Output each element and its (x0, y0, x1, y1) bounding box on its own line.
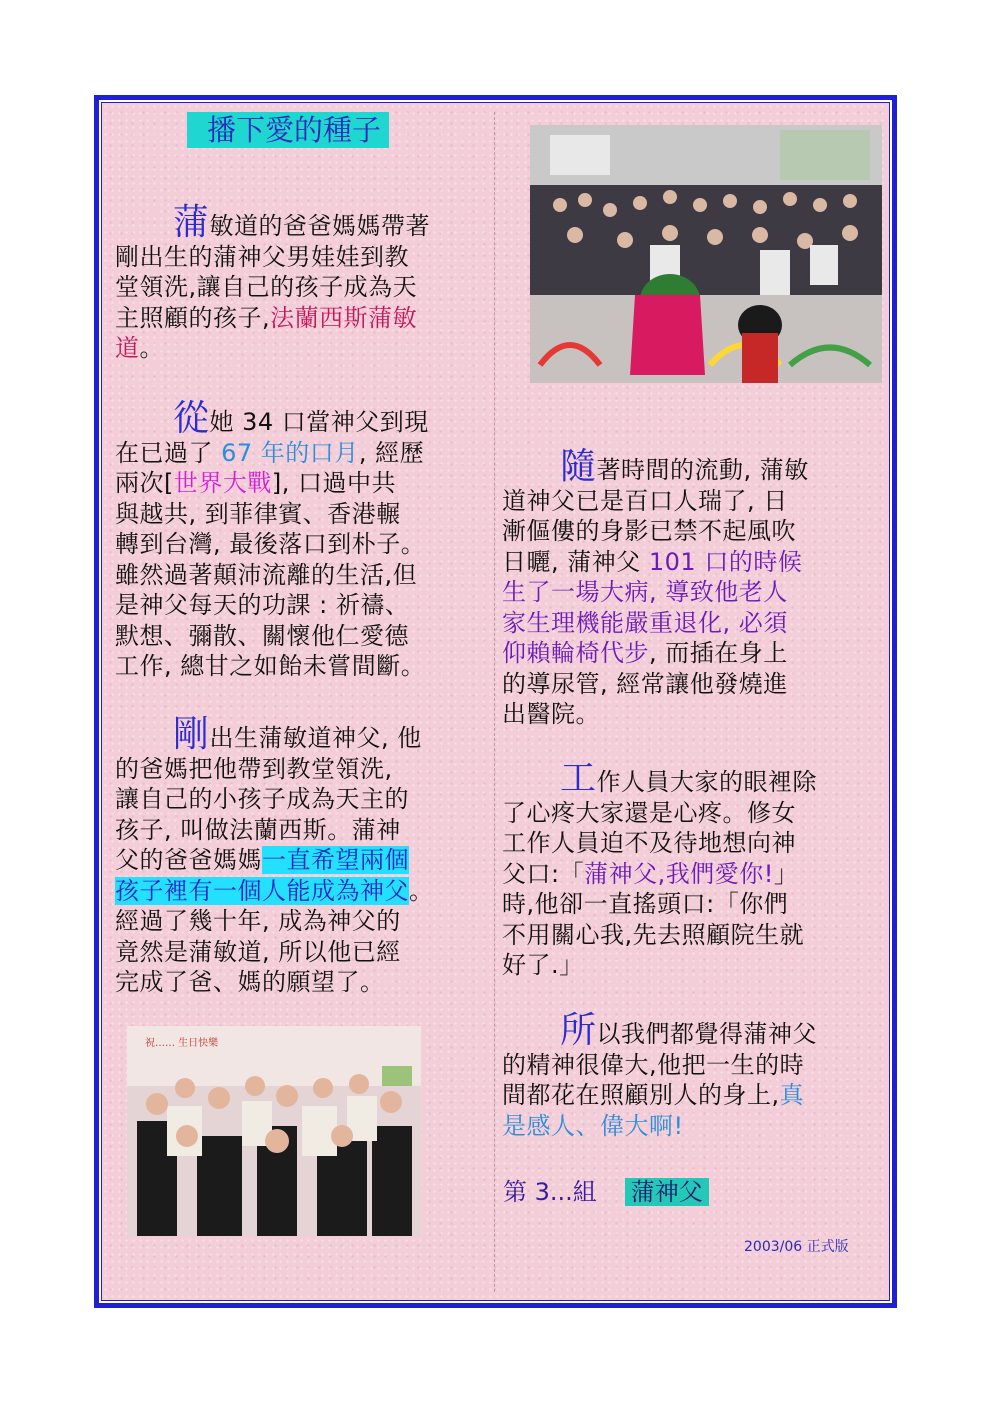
group-label: 第 3...組 (503, 1178, 597, 1206)
paragraph-4: 隨著時間的流動, 蒲敏 道神父已是百口人瑞了, 日 漸傴僂的身影已禁不起風吹 日曬, 蒲神父 101 口的時候 生了一場大病, 導致他老人 家生理機能嚴重退化, 必須 仰賴輪椅代步, 而插在身上 的導尿管, 經常讓他發燒進 出醫院。 (502, 446, 809, 728)
photo-celebration (530, 125, 882, 383)
paragraph-2: 從她 34 口當神父到現 在已過了 67 年的口月, 經歷 兩次[世界大戰], 口過中共 與越共, 到菲律賓、香港輾 轉到台灣, 最後落口到朴子。 雖然過著顛沛流離的生活,但 是神父每天的功課 : 祈禱、 默想、彌散、關懷他仁愛德 工作, 總甘之如飴未嘗間斷。 (115, 398, 429, 680)
version-label: 2003/06 正式版 (744, 1239, 849, 1255)
paragraph-3: 剛出生蒲敏道神父, 他 的爸媽把他帶到教堂領洗, 讓自己的小孩子成為天主的 孩子, 叫做法蘭西斯。蒲神 父的爸爸媽媽一直希望兩個 孩子裡有一個人能成為神父。 經過了幾十年, 成為神父的 竟然是蒲敏道, 所以他已經 完成了爸、媽的願望了。 (115, 714, 434, 996)
photo-celebration-image (530, 125, 882, 383)
paragraph-1: 蒲敏道的爸爸媽媽帶著 剛出生的蒲神父男娃娃到教 堂領洗,讓自己的孩子成為天 主照顧的孩子,法蘭西斯蒲敏 道。 (115, 202, 431, 362)
photo-group-image (127, 1026, 421, 1236)
drop-cap-2: 從 (173, 398, 210, 439)
drop-cap-5: 工 (560, 758, 597, 799)
photo-group (127, 1026, 421, 1236)
photo-banner-text: 祝…… 生日快樂 (145, 1038, 219, 1049)
page-title: 播下愛的種子 (187, 112, 389, 148)
paragraph-5: 工作人員大家的眼裡除 了心疼大家還是心疼。修女 工作人員迫不及待地想向神 父口:「蒲神父,我們愛你!」 時,他卻一直搖頭口:「你們 不用關心我,先去照顧院生就 好了.」 (502, 758, 818, 979)
highlight-wish: 一直希望兩個 (262, 846, 409, 874)
signature (503, 1172, 709, 1207)
drop-cap-1: 蒲 (173, 202, 210, 243)
paragraph-6: 所以我們都覺得蒲神父 的精神很偉大,他把一生的時 間都花在照顧別人的身上,真 是感人、偉大啊! (502, 1010, 818, 1140)
drop-cap-3: 剛 (173, 714, 210, 755)
column-divider (494, 112, 496, 1292)
drop-cap-6: 所 (560, 1010, 597, 1051)
group-name: 蒲神父 (625, 1178, 709, 1206)
drop-cap-4: 隨 (560, 446, 597, 487)
